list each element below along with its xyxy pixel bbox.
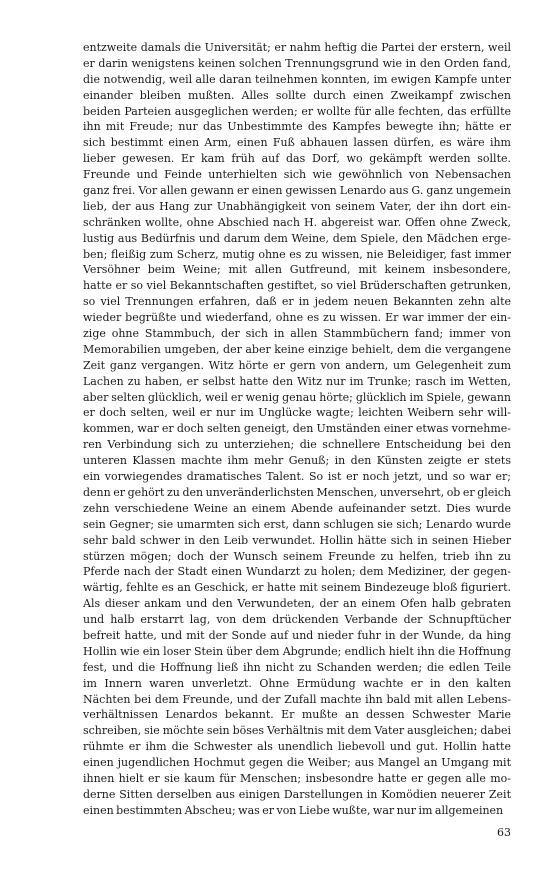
text-line: kommen, war er doch selten geneigt, den Umständen einer etwas vornehme- (83, 422, 511, 436)
text-line: verhältnissen Lenardos bekannt. Er mußte an dessen Schwester Marie (83, 708, 511, 722)
text-line: derne Sitten derselben aus einigen Darstellungen in Komödien neuerer Zeit (83, 787, 511, 801)
text-line: beiden Parteien ausgeglichen werden; er wollte für alle fechten, das erfüllte (83, 104, 511, 118)
text-line: ben; fleißig zum Scherz, mutig ohne es zu wissen, nie Beleidiger, fast immer (83, 247, 511, 261)
text-line: schreiben, sie möchte sein böses Verhältnis mit dem Vater ausgleichen; dabei (83, 724, 511, 738)
text-line: Zeit ganz vergangen. Witz hörte er gern von andern, um Gelegenheit zum (83, 358, 511, 372)
text-line: im Innern waren unverletzt. Ohne Ermüdung wachte er in den kalten (83, 676, 511, 690)
text-line: zehn verschiedene Weine an einem Abende aufeinander setzt. Dies wurde (83, 501, 511, 515)
text-line: sich bestimmt einen Arm, einen Fuß abhauen lassen dürfen, es wäre ihm (83, 136, 511, 150)
text-line: entzweite damals die Universität; er nahm heftig die Partei der erstern, weil (83, 41, 511, 54)
text-line: denn er gehört zu den unveränderlichsten Menschen, unversehrt, ob er gleich (83, 485, 511, 499)
text-line: Lachen zu haben, er selbst hatte den Witz nur im Trunke; rasch im Wetten, (83, 374, 511, 388)
text-line: er darin wenigstens keinen solchen Trennungsgrund wie in den Orden fand, (83, 56, 511, 70)
page-number: 63 (497, 826, 511, 839)
text-line: sehr bald schwer in den Leib verwundet. Hollin hätte sich in seinen Hieber (83, 533, 511, 547)
text-line: er doch selten, weil er nur im Unglücke wagte; leichten Weibern sehr will- (83, 406, 511, 420)
text-line: einen jugendlichen Hochmut gegen die Weiber; aus Mangel an Umgang mit (83, 756, 511, 770)
text-line: ihnen hielt er sie kaum für Menschen; insbesondre hatte er gegen alle mo- (83, 771, 511, 785)
text-line: Versöhner beim Weine; mit allen Gutfreund, mit keinem insbesondere, (83, 263, 511, 277)
text-line: die notwendig, weil alle daran teilnehmen konnten, im ewigen Kampfe unter (83, 72, 511, 86)
text-line: sein Gegner; sie umarmten sich erst, dann schlugen sie sich; Lenardo wurde (83, 517, 511, 531)
text-line: einen bestimmten Abscheu; was er von Liebe wußte, war nur im allgemeinen (83, 803, 504, 817)
text-line: Nächten bei dem Freunde, und der Zufall machte ihn bald mit allen Lebens- (83, 692, 511, 706)
text-line: Als dieser ankam und den Verwundeten, der an einem Ofen halb gebraten (83, 597, 511, 611)
text-line: aber selten glücklich, weil er wenig genau hörte; glücklich im Spiele, gewann (83, 390, 511, 404)
text-line: befreit hatte, und mit der Sonde auf und nieder fuhr in der Wunde, da hing (83, 628, 511, 642)
text-line: hatte er so viel Bekanntschaften gestiftet, so viel Brüderschaften getrunken, (83, 279, 511, 293)
text-line: ein vorwiegendes dramatisches Talent. So ist er noch jetzt, und so war er; (83, 470, 511, 484)
text-line: ganz frei. Vor allen gewann er einen gewissen Lenardo aus G. ganz ungemein (83, 184, 511, 198)
text-line: fest, und die Hoffnung ließ ihn nicht zu Schanden werden; die edlen Teile (83, 660, 511, 674)
text-line: wärtig, fehlte es an Geschick, er hatte mit seinem Bindezeuge bloß figuriert. (83, 581, 511, 595)
text-line: lustig aus Bedürfnis und darum dem Weine, dem Spiele, den Mädchen erge- (83, 231, 511, 245)
text-line: rühmte er ihm die Schwester als unendlich liebevoll und gut. Hollin hatte (83, 740, 511, 754)
text-line: lieber gewesen. Er kam früh auf das Dorf, wo gekämpft werden sollte. (83, 152, 511, 166)
text-line: lieb, der aus Hang zur Unabhängigkeit von seinem Vater, der ihn dort ein- (83, 199, 511, 213)
body-text (83, 40, 511, 819)
text-line: ren Verbindung sich zu unterziehen; die schnellere Entscheidung bei den (83, 438, 511, 452)
text-line: Hollin wie ein loser Stein über dem Abgrunde; endlich hielt ihn die Hoffnung (83, 644, 511, 658)
text-line: stürzen mögen; doch der Wunsch seinem Freunde zu helfen, trieb ihn zu (83, 549, 511, 563)
text-line: Pferde nach der Stadt einen Wundarzt zu holen; dem Mediziner, der gegen- (83, 565, 511, 579)
text-line: zige ohne Stammbuch, der sich in allen Stammbüchern fand; immer von (83, 327, 511, 341)
text-line: schränken wollte, ohne Abschied nach H. abgereist war. Offen ohne Zweck, (83, 215, 511, 229)
text-line: Freunde und Feinde unterhielten sich wie gewöhnlich von Nebensachen (83, 168, 511, 182)
text-line: ihn mit Freude; nur das Unbestimmte des Kampfes bewegte ihn; hätte er (83, 120, 511, 134)
text-line: wieder begrüßte und wiederfand, ohne es zu wissen. Er war immer der ein- (83, 311, 511, 325)
text-line: so viel Trennungen erfahren, daß er in jedem neuen Bekannten zehn alte (83, 295, 511, 309)
text-line: einander bleiben mußten. Alles sollte durch einen Zweikampf zwischen (83, 88, 511, 102)
text-line: Memorabilien umgeben, der aber keine einzige behielt, dem die vergangene (83, 342, 511, 356)
text-line: unteren Klassen machte ihm mehr Genuß; in den Künsten zeigte er stets (83, 454, 511, 468)
text-line: und halb erstarrt lag, von dem drückenden Verbande der Schnupftücher (83, 613, 511, 627)
